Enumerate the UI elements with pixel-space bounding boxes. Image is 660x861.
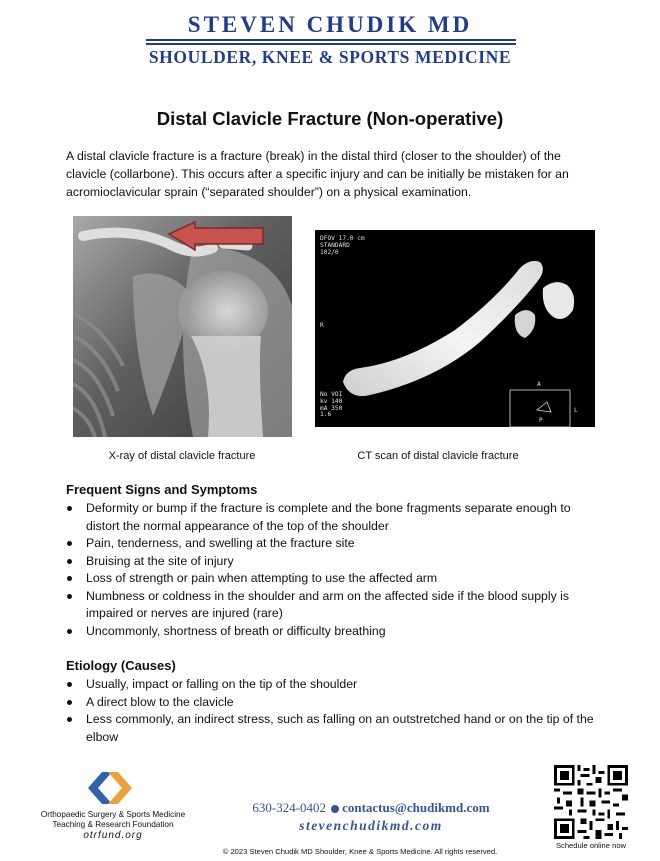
foundation-website-link[interactable]: otrfund.org: [83, 830, 143, 841]
ct-marker-l: L: [574, 407, 578, 414]
page-title: Distal Clavicle Fracture (Non-operative): [156, 108, 504, 129]
foundation-name-line2: Teaching & Research Foundation: [52, 820, 174, 829]
header-rule-top: [146, 39, 516, 41]
qr-code-icon[interactable]: [554, 765, 628, 839]
list-item: Bruising at the site of injury: [66, 553, 601, 571]
list-item: Loss of strength or pain when attempting to use the affected arm: [66, 570, 601, 588]
website-link[interactable]: stevenchudikmd.com: [299, 818, 443, 833]
qr-caption: Schedule online now: [555, 841, 627, 850]
signs-heading: Frequent Signs and Symptoms: [66, 482, 258, 497]
ct-marker-p: P: [539, 417, 543, 424]
intro-paragraph: A distal clavicle fracture is a fracture (break) in the distal third (closer to the shoulder) of the clavicle (collarbone). This occurs after a specific injury and can be initially be mistaken for an acromioclavicular sprain (“separated shoulder”) on a physical examination.: [66, 149, 569, 199]
list-item: Numbness or coldness in the shoulder and arm on the affected side if the blood supply is impaired or nerves are injured (rare): [66, 588, 601, 623]
email-link[interactable]: contactus@chudikmd.com: [342, 800, 490, 815]
ct-image: [315, 230, 595, 427]
signs-list: [66, 500, 601, 640]
xray-image: [73, 216, 292, 437]
header-rule-bottom: [146, 43, 516, 45]
otr-foundation-logo: [88, 770, 132, 806]
xray-illustration: [73, 216, 292, 437]
list-item: Less commonly, an indirect stress, such as falling on an outstretched hand or on the tip of the elbow: [66, 711, 601, 746]
practice-name: SHOULDER, KNEE & SPORTS MEDICINE: [148, 47, 512, 67]
list-item: A direct blow to the clavicle: [66, 694, 601, 712]
foundation-name-line1: Orthopaedic Surgery & Sports Medicine: [40, 810, 186, 819]
xray-caption: X-ray of distal clavicle fracture: [108, 450, 256, 462]
ct-illustration: [315, 230, 595, 427]
contact-line: [226, 800, 516, 816]
list-item: Deformity or bump if the fracture is complete and the bone fragments separate enough to distort the normal appearance of the top of the shoulder: [66, 500, 601, 535]
ct-overlay-top: DFOV 17.0 cm STANDARD 102/0: [320, 235, 365, 256]
etiology-heading: Etiology (Causes): [66, 658, 176, 673]
etiology-list: [66, 676, 601, 746]
ct-caption: CT scan of distal clavicle fracture: [357, 450, 519, 462]
ct-marker-a: A: [537, 381, 541, 388]
list-item: Uncommonly, shortness of breath or difficulty breathing: [66, 623, 601, 641]
ct-overlay-bottom: No VOI kv 140 mA 350 1.6: [320, 391, 343, 419]
copyright-notice: © 2023 Steven Chudik MD Shoulder, Knee & Sports Medicine. All rights reserved.: [222, 847, 498, 856]
practice-owner-name: STEVEN CHUDIK MD: [187, 12, 473, 37]
list-item: Usually, impact or falling on the tip of the shoulder: [66, 676, 601, 694]
phone-number[interactable]: 630-324-0402: [252, 800, 327, 815]
list-item: Pain, tenderness, and swelling at the fracture site: [66, 535, 601, 553]
ct-marker-r: R: [320, 322, 324, 329]
bullet-dot-icon: [331, 805, 339, 813]
